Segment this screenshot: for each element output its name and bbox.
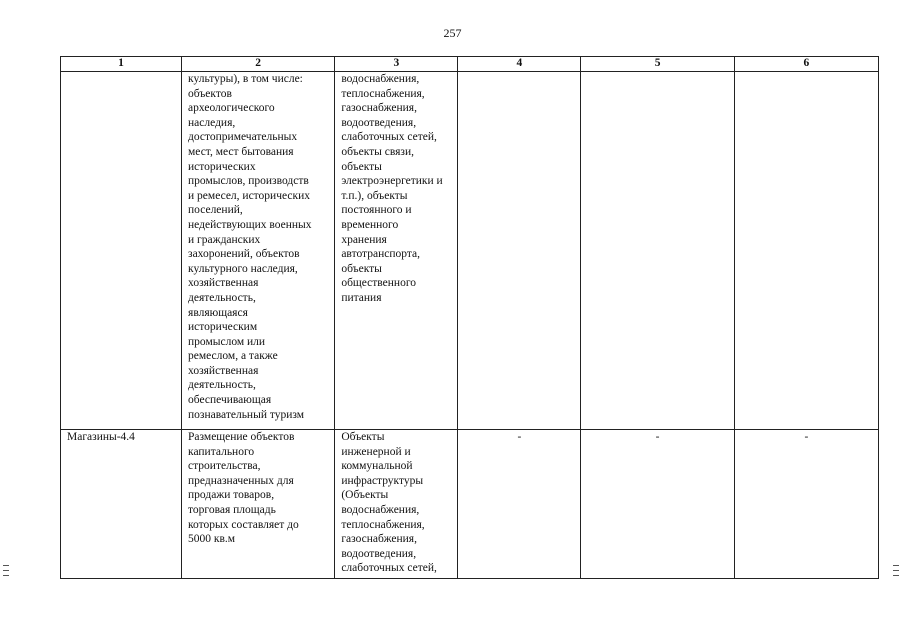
cell-col5 — [581, 72, 734, 430]
text-line: водоснабжения, — [341, 503, 420, 516]
text-line: т.п.), объекты — [341, 189, 408, 202]
cell-col4 — [458, 430, 581, 579]
text-line: и ремесел, исторических — [188, 189, 310, 202]
text-line: строительства, — [188, 460, 261, 473]
dash-value: - — [655, 431, 660, 443]
text-line: капитального — [188, 445, 255, 458]
text-line: слаботочных сетей, — [341, 562, 437, 575]
text-line: торговая площадь — [188, 503, 276, 516]
text-line: питания — [341, 291, 382, 304]
text-line: ремеслом, а также — [188, 350, 278, 363]
cell-infrastructure — [335, 430, 458, 579]
text-line: газоснабжения, — [341, 102, 417, 115]
text-line: постоянного и — [341, 204, 412, 217]
text-line: историческим — [188, 321, 258, 334]
cell-name — [61, 72, 182, 430]
text-line: захоронений, объектов — [188, 248, 300, 261]
text-line: промыслов, производств — [188, 175, 309, 188]
cell-description — [182, 72, 335, 430]
text-line: археологического — [188, 102, 275, 115]
text-line: водоотведения, — [341, 116, 417, 129]
column-header-4: 4 — [458, 57, 581, 72]
text-line: водоотведения, — [341, 547, 417, 560]
text-line: недействующих военных — [188, 218, 312, 231]
text-line: продажи товаров, — [188, 489, 275, 502]
text-line: общественного — [341, 277, 417, 290]
text-line: познавательный туризм — [188, 408, 305, 421]
text-line: слаботочных сетей, — [341, 131, 437, 144]
table-row — [61, 430, 879, 579]
text-line: достопримечательных — [188, 131, 298, 144]
text-line: инфраструктуры — [341, 474, 424, 487]
text-line: временного — [341, 218, 399, 231]
column-header-1: 1 — [61, 57, 182, 72]
cell-col6 — [734, 430, 878, 579]
text-line: хранения — [341, 233, 387, 246]
text-line: и гражданских — [188, 233, 261, 246]
text-line: культуры), в том числе: — [188, 73, 303, 85]
text-line: хозяйственная — [188, 277, 259, 290]
text-line: объекты — [341, 160, 382, 173]
text-line: культурного наследия, — [188, 262, 298, 275]
cell-name: Магазины-4.4 — [61, 430, 182, 579]
text-line: водоснабжения, — [341, 73, 420, 85]
right-edge-marks — [893, 565, 899, 580]
text-line: хозяйственная — [188, 364, 259, 377]
text-line: автотранспорта, — [341, 248, 420, 261]
text-line: Размещение объектов — [188, 431, 295, 443]
dash-value: - — [517, 431, 522, 443]
column-header-3: 3 — [335, 57, 458, 72]
table-row — [61, 72, 879, 430]
cell-col4 — [458, 72, 581, 430]
column-header-2: 2 — [182, 57, 335, 72]
text-line: обеспечивающая — [188, 394, 272, 407]
cell-infrastructure — [335, 72, 458, 430]
text-line: деятельность, — [188, 291, 256, 304]
text-line: предназначенных для — [188, 474, 294, 487]
cell-description — [182, 430, 335, 579]
text-line: мест, мест бытования — [188, 145, 294, 158]
text-line: газоснабжения, — [341, 533, 417, 546]
text-line: Объекты — [341, 431, 385, 443]
text-line: (Объекты — [341, 489, 389, 502]
column-header-6: 6 — [734, 57, 878, 72]
dash-value: - — [804, 431, 809, 443]
page-number: 257 — [443, 26, 462, 40]
text-line: объектов — [188, 87, 232, 100]
text-line: теплоснабжения, — [341, 518, 425, 531]
table-header-row — [61, 57, 879, 72]
text-line: объекты связи, — [341, 145, 415, 158]
column-header-5: 5 — [581, 57, 734, 72]
text-line: объекты — [341, 262, 382, 275]
left-edge-marks — [3, 565, 9, 580]
text-line: инженерной и — [341, 445, 411, 458]
document-table — [60, 56, 879, 579]
text-line: коммунальной — [341, 460, 413, 473]
text-line: 5000 кв.м — [188, 533, 236, 546]
text-line: поселений, — [188, 204, 243, 217]
text-line: исторических — [188, 160, 256, 173]
cell-col5 — [581, 430, 734, 579]
text-line: которых составляет до — [188, 518, 299, 531]
text-line: промыслом или — [188, 335, 266, 348]
cell-col6 — [734, 72, 878, 430]
text-line: теплоснабжения, — [341, 87, 425, 100]
text-line: деятельность, — [188, 379, 256, 392]
text-line: наследия, — [188, 116, 236, 129]
text-line: электроэнергетики и — [341, 175, 443, 188]
text-line: являющаяся — [188, 306, 248, 319]
